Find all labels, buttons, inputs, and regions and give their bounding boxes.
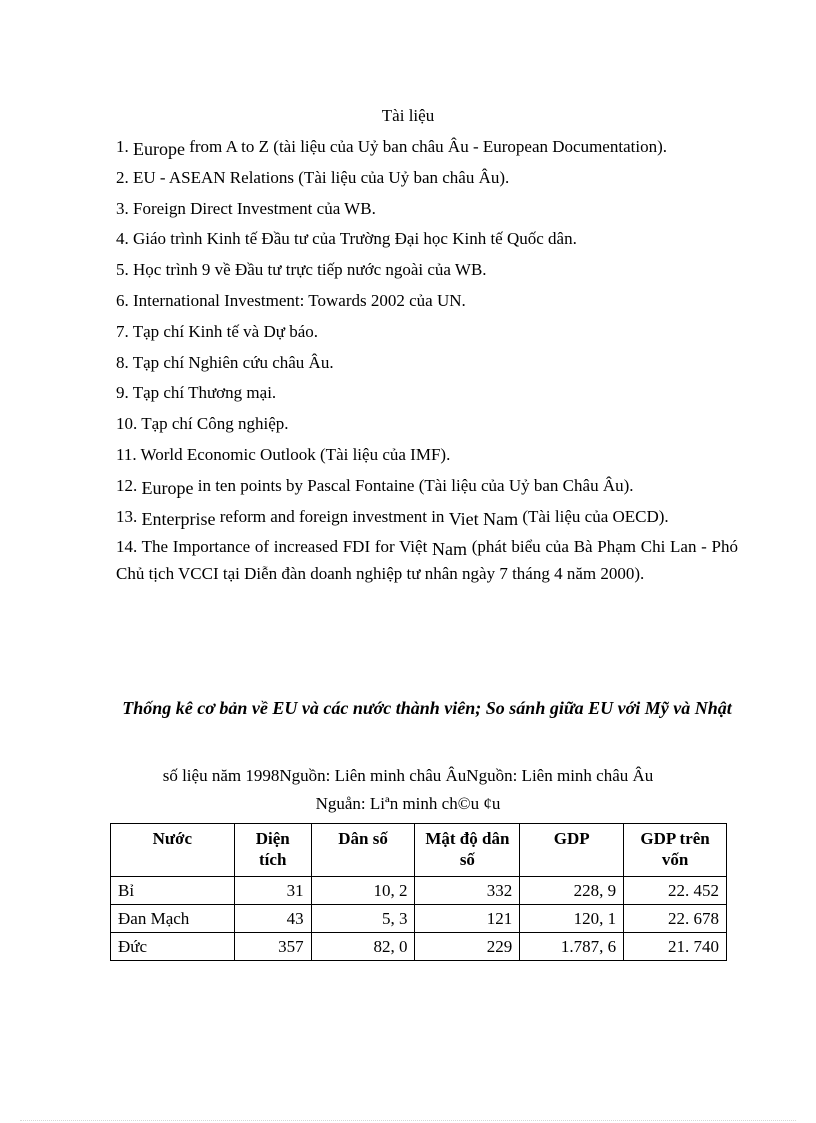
ref-text: 14. The Importance of increased FDI for Việt	[116, 537, 433, 557]
ref-text: 2. EU - ASEAN Relations (Tài liệu của Uỷ ban châu Âu).	[116, 167, 510, 187]
table-cell: 1.787, 6	[520, 933, 624, 961]
table-cell: Đan Mạch	[111, 905, 235, 933]
source-line: số liệu năm 1998Nguồn: Liên minh châu ÂuNguồn: Liên minh châu Âu	[162, 766, 654, 785]
ref-text: (Tài liệu của OECD).	[518, 506, 669, 526]
table-cell: 82, 0	[311, 933, 415, 961]
table-cell: 5, 3	[311, 905, 415, 933]
ref-text: Enterprise	[141, 508, 216, 529]
ref-text: 10. Tạp chí Công nghiệp.	[116, 414, 289, 434]
ref-text: 5. Học trình 9 về Đầu tư trực tiếp nước ngoài của WB.	[116, 260, 487, 280]
ref-text: 11. World Economic Outlook (Tài liệu của IMF).	[116, 444, 451, 464]
table-row	[111, 933, 727, 961]
reference-item	[116, 259, 738, 280]
reference-item	[116, 382, 738, 403]
ref-text: 12.	[116, 475, 142, 495]
reference-item	[116, 533, 738, 587]
table-cell: 22. 452	[624, 877, 727, 905]
column-header: GDP trên vốn	[624, 824, 727, 877]
reference-item	[116, 136, 738, 157]
ref-text: 4. Giáo trình Kinh tế Đầu tư của Trường Đại học Kinh tế Quốc dân.	[116, 229, 577, 249]
source-line-garbled: Nguån: Liªn minh ch©u ¢u	[315, 794, 501, 813]
reference-item	[116, 475, 738, 496]
table-cell: 22. 678	[624, 905, 727, 933]
reference-list	[116, 136, 738, 597]
ref-text: 9. Tạp chí Thương mại.	[116, 383, 277, 403]
ref-text: Europe	[141, 477, 194, 498]
eu-stats-table	[110, 823, 727, 961]
table-cell: 229	[415, 933, 520, 961]
reference-item	[116, 321, 738, 342]
ref-text: Nam	[432, 539, 468, 560]
table-row	[111, 877, 727, 905]
ref-text: reform and foreign investment in	[215, 506, 449, 526]
ref-text: (phát biểu của Bà Phạm Chi Lan - Phó Chủ tịch VCCI tại Diễn đàn doanh nghiệp tư nhân ngày 7 tháng 4 năm 2000).	[116, 537, 738, 584]
table-cell: 43	[234, 905, 311, 933]
references-heading: Tài liệu	[381, 106, 435, 125]
reference-item	[116, 352, 738, 373]
column-header: Diện tích	[234, 824, 311, 877]
reference-item	[116, 290, 738, 311]
column-header: GDP	[520, 824, 624, 877]
column-header: Dân số	[311, 824, 415, 877]
reference-item	[116, 228, 738, 249]
page-bottom-divider	[20, 1120, 796, 1121]
table-cell: 357	[234, 933, 311, 961]
reference-item	[116, 444, 738, 465]
reference-item	[116, 413, 738, 434]
table-cell: 332	[415, 877, 520, 905]
ref-text: from A to Z (tài liệu của Uỷ ban châu Âu - European Documentation).	[184, 137, 667, 156]
table-cell: 228, 9	[520, 877, 624, 905]
ref-text: 3. Foreign Direct Investment của WB.	[116, 198, 376, 218]
ref-text: 7. Tạp chí Kinh tế và Dự báo.	[116, 321, 318, 341]
reference-item	[116, 167, 738, 188]
table-cell: Bỉ	[111, 877, 235, 905]
column-header: Nước	[111, 824, 235, 877]
ref-text: 1.	[116, 137, 133, 156]
table-cell: 21. 740	[624, 933, 727, 961]
ref-text: in ten points by Pascal Fontaine (Tài liệu của Uỷ ban Châu Âu).	[193, 475, 634, 495]
ref-text: Viet Nam	[448, 508, 519, 529]
ref-text: 8. Tạp chí Nghiên cứu châu Âu.	[116, 352, 334, 372]
table-cell: 120, 1	[520, 905, 624, 933]
ref-text: 6. International Investment: Towards 2002 của UN.	[116, 290, 466, 310]
column-header: Mật độ dân số	[415, 824, 520, 877]
section-title: Thống kê cơ bản về EU và các nước thành viên; So sánh giữa EU với Mỹ và Nhật	[122, 698, 732, 718]
table-cell: 121	[415, 905, 520, 933]
table-cell: 10, 2	[311, 877, 415, 905]
ref-text: Europe	[133, 139, 185, 159]
table-header-row	[111, 824, 727, 877]
ref-text: 13.	[116, 506, 142, 526]
table-cell: Đức	[111, 933, 235, 961]
reference-item	[116, 198, 738, 219]
table-row	[111, 905, 727, 933]
table-cell: 31	[234, 877, 311, 905]
reference-item	[116, 506, 738, 527]
